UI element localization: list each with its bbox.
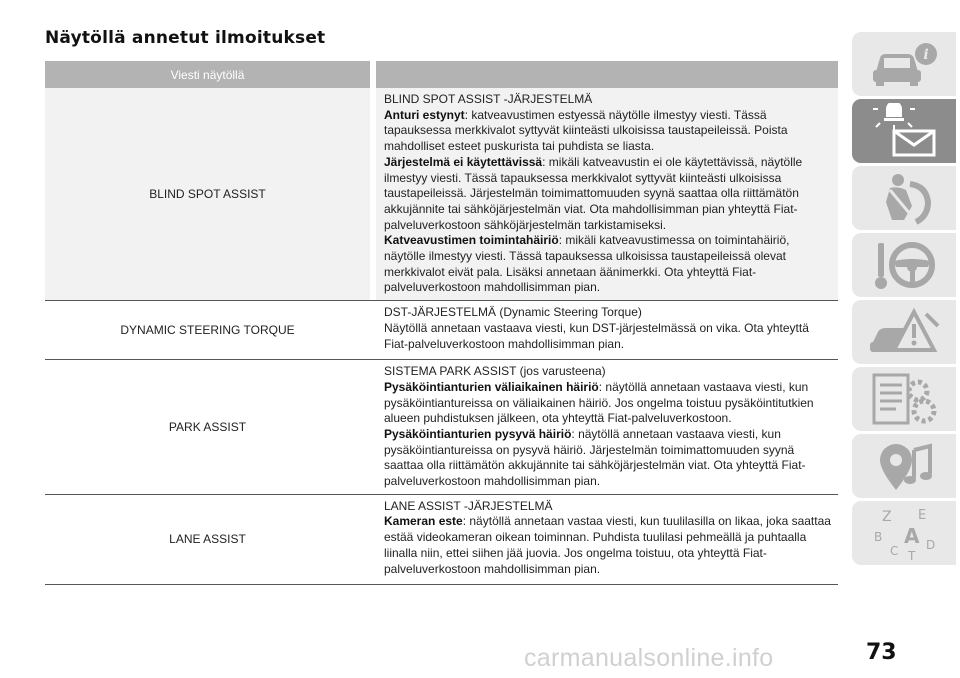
- car-info-icon: [868, 36, 940, 92]
- index-letter-a: A: [904, 524, 920, 548]
- alphabetical-index-icon: [868, 505, 940, 561]
- index-letter-b: B: [874, 530, 883, 544]
- description-text: LANE ASSIST -JÄRJESTELMÄ: [384, 498, 553, 513]
- chapter-tabs: [852, 32, 960, 568]
- tab-servicing-maintenance[interactable]: [852, 367, 956, 431]
- table-header-description: [376, 61, 838, 88]
- table-header: [45, 61, 838, 88]
- condition-label: Katveavustimen toimintahäiriö: [384, 233, 559, 248]
- index-letter-c: C: [890, 544, 899, 558]
- description-paragraph: [384, 364, 832, 380]
- message-description: [376, 495, 838, 584]
- tab-index[interactable]: [852, 501, 956, 565]
- message-description: [376, 360, 838, 494]
- svg-text:i: i: [923, 47, 929, 63]
- table-row: [45, 88, 838, 301]
- navigation-music-icon: [868, 438, 940, 494]
- description-text: : näytöllä annetaan vastaava viesti, kun pysäköintiantureissa on pysyvä häiriö. Järjestelmän toimimattomuuden syynä saattaa olla riittämätön akkujännite tai sähköjärjestelmän viat. Ota yhteyttä Fiat-palveluverkostoon mahdollisimman pian.: [384, 426, 806, 489]
- tab-starting-driving[interactable]: [852, 233, 956, 297]
- roadside-emergency-icon: [868, 304, 940, 360]
- condition-label: Pysäköintianturien väliaikainen häiriö: [384, 379, 599, 394]
- steering-wheel-key-icon: [868, 237, 940, 293]
- message-name: DYNAMIC STEERING TORQUE: [120, 323, 295, 338]
- message-name: PARK ASSIST: [168, 419, 247, 434]
- description-paragraph: [384, 233, 832, 296]
- description-text: DST-JÄRJESTELMÄ (Dynamic Steering Torque): [384, 305, 642, 320]
- description-text: : katveavustimen estyessä näytölle ilmestyy viesti. Tässä tapauksessa merkkivalot syttyvät kiinteästi ulkoisissa taustapeileissä. Poista mahdolliset esteet puskurista tai puhdista se liasta.: [384, 107, 788, 154]
- description-paragraph: [384, 380, 832, 427]
- description-text: : näytöllä annetaan vastaa viesti, kun tuulilasilla on likaa, joka saattaa estää videokameran oikean toiminnan. Puhdista tuulilasi pehmeällä ja puhtaalla liinalla niin, ettei siihen jää juovia. Jos ongelma toistuu, ota yhteyttä Fiat-palveluverkostoon mahdollisimman pian.: [384, 514, 831, 576]
- message-name: LANE ASSIST: [169, 532, 246, 547]
- description-paragraph: [384, 305, 832, 321]
- description-paragraph: [384, 321, 832, 352]
- description-text: : mikäli katveavustin ei ole käytettävissä, näytölle ilmestyy viesti. Tässä tapauksessa merkkivalot syttyvät kiinteästi ulkoisissa taustapeileissä. Järjestelmän toimimattomuuden syynä saattaa olla riittämätön akkujännite tai sähköjärjestelmän viat. Ota mahdollisimman pian yhteyttä Fiat-palveluverkostoon sähköjärjestelmän tarkistamiseksi.: [384, 154, 803, 232]
- description-text: Näytöllä annetaan vastaava viesti, kun DST-järjestelmässä on vika. Ota yhteyttä Fiat-palveluverkostoon mahdollisimman pian.: [384, 320, 809, 351]
- description-paragraph: [384, 155, 832, 234]
- description-paragraph: [384, 499, 832, 515]
- condition-label: Anturi estynyt: [384, 107, 465, 122]
- table-row: [45, 495, 838, 585]
- message-description: [376, 301, 838, 359]
- table-header-message: Viesti näytöllä: [45, 61, 370, 88]
- condition-label: Järjestelmä ei käytettävissä: [384, 154, 543, 169]
- index-letter-d: D: [926, 538, 936, 552]
- table-row: [45, 301, 838, 360]
- condition-label: Pysäköintianturien pysyvä häiriö: [384, 426, 572, 441]
- page-title: Näytöllä annetut ilmoitukset: [45, 28, 326, 48]
- message-name: BLIND SPOT ASSIST: [45, 88, 370, 300]
- tab-in-an-emergency[interactable]: [852, 300, 956, 364]
- index-letter-e: E: [918, 508, 927, 523]
- table-body: [45, 88, 838, 585]
- watermark: carmanualsonline.info: [524, 644, 774, 672]
- index-letter-z: Z: [882, 509, 892, 525]
- messages-table: [45, 61, 838, 585]
- seat-safety-icon: [868, 170, 940, 226]
- description-paragraph: [384, 92, 832, 108]
- message-description: [376, 88, 838, 300]
- tab-safety[interactable]: [852, 166, 956, 230]
- condition-label: Kameran este: [384, 514, 463, 529]
- page-number: 73: [866, 640, 897, 665]
- tab-warning-lights-messages[interactable]: [852, 99, 956, 163]
- description-text: : näytöllä annetaan vastaava viesti, kun pysäköintiantureissa on väliaikainen häiriö. Jos ongelma toistuu pysäköintitutkien alueen puhdistuksen jälkeen, ota yhteyttä Fiat-palveluverkostoon.: [384, 379, 814, 426]
- tab-car-info[interactable]: [852, 32, 956, 96]
- description-text: : mikäli katveavustimessa on toimintahäiriö, näytölle ilmestyy viesti. Tässä tapauksessa ulkoisissa taustapeileissä olevat merkkivalot eivät pala. Lisäksi annetaan äänimerkki. Ota yhteyttä Fiat-palveluverkostoon mahdollisimman pian.: [384, 233, 790, 295]
- tab-multimedia[interactable]: [852, 434, 956, 498]
- description-paragraph: [384, 108, 832, 155]
- description-paragraph: [384, 427, 832, 490]
- index-letter-t: T: [908, 549, 916, 561]
- description-paragraph: [384, 514, 832, 577]
- description-text: BLIND SPOT ASSIST -JÄRJESTELMÄ: [384, 92, 593, 106]
- description-text: SISTEMA PARK ASSIST (jos varusteena): [384, 364, 606, 379]
- maintenance-checklist-gear-icon: [868, 371, 940, 427]
- table-row: [45, 360, 838, 495]
- warning-light-message-icon: [868, 103, 940, 159]
